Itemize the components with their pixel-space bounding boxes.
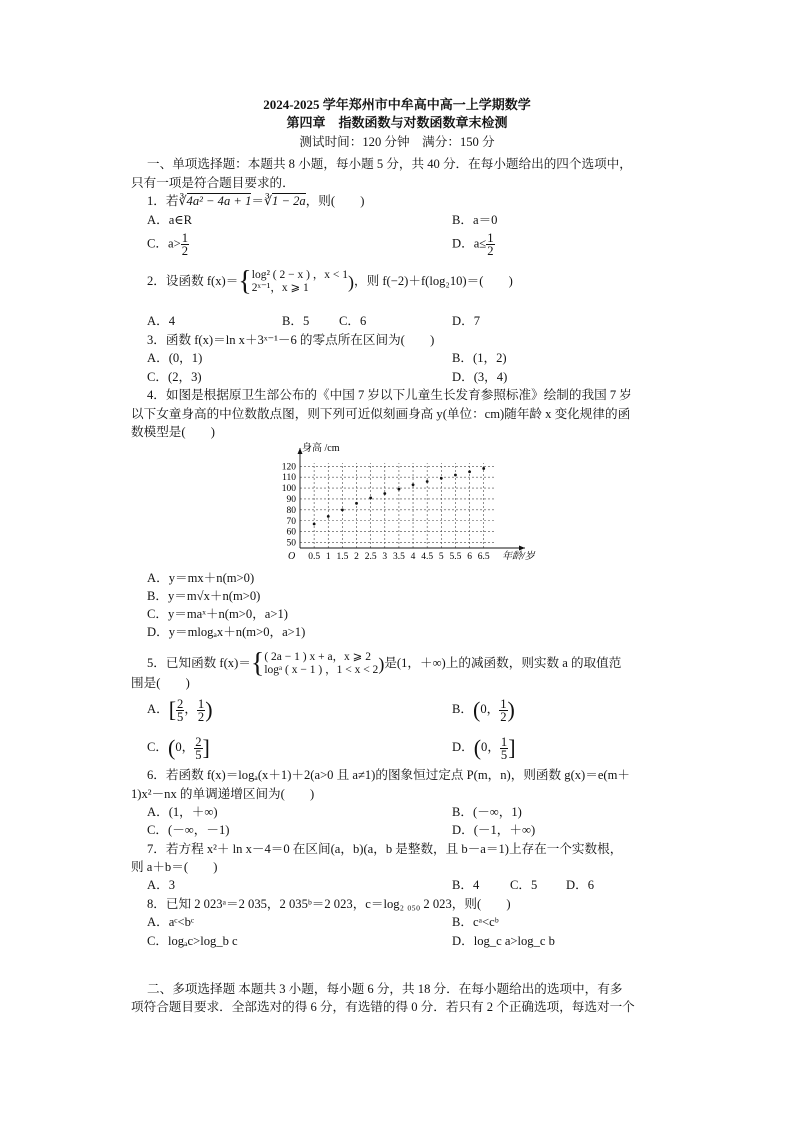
q3-option-c[interactable]: C．(2，3) <box>147 370 202 384</box>
q6-option-c[interactable]: C．(－∞，－1) <box>147 823 230 837</box>
y-tick-label: 90 <box>286 494 296 505</box>
x-tick-label: 5 <box>438 552 444 562</box>
q1-option-a[interactable]: A．a∈R <box>147 213 193 227</box>
y-tick-label: 80 <box>286 505 296 516</box>
q1-option-b[interactable]: B．a＝0 <box>452 213 498 227</box>
q5-stem-cont: 围是( ) <box>131 676 190 690</box>
q1-option-d[interactable]: D．a≤ $\frac{1}{2}$ <box>452 231 494 258</box>
data-point <box>454 474 457 477</box>
q7-option-b[interactable]: B．4 <box>452 878 480 892</box>
data-point <box>426 480 429 483</box>
x-tick-label: 5.5 <box>449 552 462 562</box>
origin-label: O <box>288 551 296 562</box>
q6-option-a[interactable]: A．(1，＋∞) <box>147 805 218 819</box>
y-tick-label: 100 <box>281 484 296 495</box>
x-tick-label: 3 <box>382 552 388 562</box>
q7-option-c[interactable]: C．5 <box>510 878 538 892</box>
q8-stem: 8．已知 2 023ᵃ＝2 035，2 035ᵇ＝2 023，c＝log₂ ₀₅₀ 2 023，则( ) <box>147 897 511 911</box>
chapter-title: 第四章 指数函数与对数函数章末检测 <box>286 115 508 130</box>
q6-stem: 6．若函数 f(x)＝logₐ(x＋1)＋2(a>0 且 a≠1)的图象恒过定点 P(m，n)，则函数 g(x)＝e(m＋ <box>147 768 631 782</box>
chart-grid <box>300 463 495 548</box>
q2-option-d[interactable]: D．7 <box>452 314 480 328</box>
q6-option-b[interactable]: B．(－∞，1) <box>452 805 522 819</box>
q3-stem: 3．函数 f(x)＝ln x＋3ˣ⁻¹－6 的零点所在区间为( ) <box>147 333 435 347</box>
q2-option-c[interactable]: C．6 <box>339 314 367 328</box>
q2-option-b[interactable]: B．5 <box>282 314 310 328</box>
cube-root-sign: ∛ <box>263 194 272 208</box>
q4-option-d[interactable]: D．y＝mlogₐx＋n(m>0，a>1) <box>147 625 306 639</box>
data-point <box>355 502 358 505</box>
x-tick-label: 2 <box>354 552 359 562</box>
y-tick-label: 110 <box>282 473 296 484</box>
q6-option-d[interactable]: D．(－1，＋∞) <box>452 823 536 837</box>
exam-meta: 测试时间：120 分钟 满分：150 分 <box>299 135 495 149</box>
data-point <box>327 515 330 518</box>
data-point <box>412 483 415 486</box>
x-tick-label: 0.5 <box>308 552 321 562</box>
q2-stem: 2．设函数 f(x)＝{ log² ( 2 − x ) ，x < 1 2ˣ⁻¹，x ⩾ 1 )，则 f(−2)＋f(log₂10)＝( ) <box>147 266 513 297</box>
y-tick-label: 70 <box>286 516 296 527</box>
q4-stem-cont: 以下女童身高的中位数散点图，则下列可近似刻画身高 y(单位：cm)随年龄 x 变化规律的函 <box>131 407 631 421</box>
q4-option-c[interactable]: C．y＝maˣ＋n(m>0，a>1) <box>147 607 288 621</box>
section1-intro: 一、单项选择题：本题共 8 小题，每小题 5 分，共 40 分．在每小题给出的四个选项中， <box>147 157 632 171</box>
x-tick-label: 4 <box>410 552 416 562</box>
height-scatter-chart <box>270 440 560 565</box>
data-point <box>313 523 316 526</box>
data-point <box>341 508 344 511</box>
section2-intro-cont: 项符合题目要求．全部选对的得 6 分，有选错的得 0 分．若只有 2 个正确选项，每选对一个 <box>131 1000 635 1014</box>
q7-stem: 7．若方程 x²＋ ln x－4＝0 在区间(a，b)(a，b 是整数，且 b－a＝1)上存在一个实数根， <box>147 842 623 856</box>
q4-option-b[interactable]: B．y＝m√x＋n(m>0) <box>147 589 261 603</box>
q5-option-d[interactable]: D．(0， $\frac{1}{5}$ ] <box>452 734 516 762</box>
q8-option-d[interactable]: D．log_c a>log_c b <box>452 934 555 948</box>
data-point <box>369 496 372 499</box>
q8-option-b[interactable]: B．cᵃ<cᵇ <box>452 915 499 929</box>
q6-stem-cont: 1)x²－nx 的单调递增区间为( ) <box>131 787 315 801</box>
x-tick-label: 6.5 <box>477 552 490 562</box>
x-axis-arrow <box>519 546 525 551</box>
x-axis-label: 年龄/岁 <box>502 551 535 562</box>
x-tick-label: 1.5 <box>336 552 349 562</box>
q7-option-d[interactable]: D．6 <box>566 878 594 892</box>
cube-root-sign: ∛ <box>178 194 187 208</box>
data-point <box>383 492 386 495</box>
section2-intro: 二、多项选择题 本题共 3 小题，每小题 6 分，共 18 分．在每小题给出的选项中，有多 <box>147 982 623 996</box>
q2-option-a[interactable]: A．4 <box>147 314 175 328</box>
q5-stem: 5．已知函数 f(x)＝{ ( 2a − 1 ) x + a，x ⩾ 2 logᵃ ( x − 1 ) ，1 < x < 2 )是(1，＋∞)上的减函数，则实数 a 的取值范 <box>147 648 622 679</box>
q5-option-c[interactable]: C．(0， $\frac{2}{5}$ ] <box>147 734 210 762</box>
q4-stem: 4．如图是根据原卫生部公布的《中国 7 岁以下儿童生长发育参照标准》绘制的我国 7 岁 <box>147 388 632 402</box>
q7-stem-cont: 则 a＋b＝( ) <box>131 860 218 874</box>
q8-option-c[interactable]: C．logₐc>log_b c <box>147 934 238 948</box>
q3-option-b[interactable]: B．(1，2) <box>452 351 507 365</box>
x-tick-label: 2.5 <box>364 552 377 562</box>
chart-axes <box>298 448 526 551</box>
q3-option-d[interactable]: D．(3，4) <box>452 370 508 384</box>
x-tick-label: 1 <box>325 552 331 562</box>
q1-option-c[interactable]: C．a> $\frac{1}{2}$ <box>147 231 188 258</box>
data-point <box>440 477 443 480</box>
y-tick-label: 50 <box>286 538 296 549</box>
y-axis-label: 身高 /cm <box>302 443 340 454</box>
q1-stem: 1．若∛4a² − 4a + 1＝∛1 − 2a，则( ) <box>147 194 365 208</box>
data-point <box>482 467 485 470</box>
q3-option-a[interactable]: A．(0，1) <box>147 351 203 365</box>
x-tick-label: 4.5 <box>421 552 434 562</box>
data-point <box>468 470 471 473</box>
q4-option-a[interactable]: A．y＝mx＋n(m>0) <box>147 571 255 585</box>
x-tick-label: 6 <box>467 552 472 562</box>
q5-option-b[interactable]: B．(0， $\frac{1}{2}$ ) <box>452 696 515 724</box>
exam-title: 2024-2025 学年郑州市中牟高中高一上学期数学 <box>263 97 531 112</box>
data-point <box>398 488 401 491</box>
y-tick-label: 60 <box>286 527 296 538</box>
q4-stem-end: 数模型是( ) <box>131 425 215 439</box>
y-tick-label: 120 <box>281 462 296 473</box>
x-tick-label: 3.5 <box>392 552 405 562</box>
section1-intro-cont: 只有一项是符合题目要求的． <box>131 176 295 190</box>
q8-option-a[interactable]: A．aᶜ<bᶜ <box>147 915 195 929</box>
q5-option-a[interactable]: A．[ $\frac{2}{5}$ ， $\frac{1}{2}$ ) <box>147 696 213 724</box>
q7-option-a[interactable]: A．3 <box>147 878 175 892</box>
